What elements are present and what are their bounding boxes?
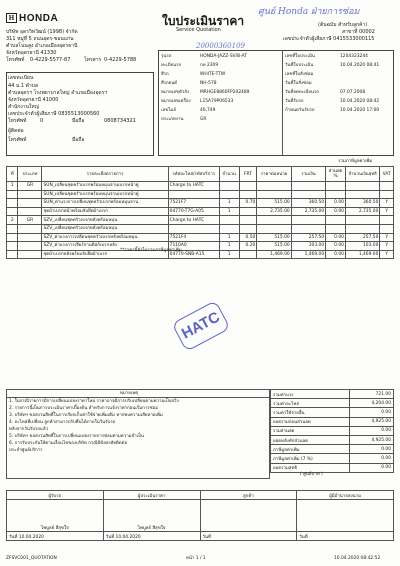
contact-mobile-label: มือถือ [72, 137, 85, 143]
remarks-title: หมายเหตุ [120, 391, 139, 396]
table-cell: Y [380, 233, 394, 242]
table-cell [7, 250, 18, 259]
document-subtitle: Service Quotation [176, 27, 221, 33]
table-cell [7, 207, 18, 216]
remark-line: หลังจากวันรับรถแล้ว [9, 427, 49, 432]
receiver-date-cell [7, 532, 104, 541]
table-cell: 515.00 [257, 233, 291, 242]
summary-table [270, 389, 394, 473]
table-cell: Y [380, 207, 394, 216]
table-cell [18, 242, 42, 251]
table-cell [257, 190, 291, 199]
authorized-title: ผู้มีอำนาจลงนาม [297, 491, 394, 500]
table-cell [239, 207, 257, 216]
col-no: ที่ [7, 167, 18, 182]
hatc-stamp: HATC [171, 300, 230, 352]
table-cell [291, 182, 325, 191]
quotation-date: 10.04.2020 08:41 [340, 63, 380, 68]
table-cell: ชุดผ้าเบรกหน้าพร้อมจับยึดผ้าเบรก [42, 207, 168, 216]
table-cell: 2,735.00 [257, 207, 291, 216]
table-cell: SUN_เปลี่ยนชุดครัวเบรกพร้อมหมุนจานเบรกหน้าคู่ [42, 182, 168, 191]
table-cell [18, 207, 42, 216]
table-cell: 7110A0 [168, 242, 219, 251]
summary-value: 0.00 [350, 408, 394, 417]
table-cell [257, 216, 291, 225]
col-part-code: รหัสอะไหล่/รหัสบริการ [168, 167, 219, 182]
receiver-name: ไพบูลย์ สีสุขใจ [7, 500, 104, 532]
honda-wing-icon: H [6, 13, 17, 23]
col-net: จำนวนเงินสุทธิ [345, 167, 379, 182]
table-cell: GR [18, 182, 42, 191]
table-cell: 04770-SNB-A15 [168, 250, 219, 259]
due-date: 10.04.2020 17:00 [340, 108, 380, 113]
table-cell: 257.50 [345, 233, 379, 242]
mileage-label: เลขไมล์ [161, 108, 176, 113]
table-row [7, 190, 394, 199]
company-phone-label: โทรศัพท์ [6, 57, 25, 63]
table-cell [291, 190, 325, 199]
col-description: รายละเอียดรายการ [42, 167, 168, 182]
col-qty: จำนวน [219, 167, 239, 182]
table-cell [239, 224, 257, 233]
table-cell [380, 224, 394, 233]
copy-note: (ต้นฉบับ สำหรับลูกค้า) [318, 22, 368, 28]
table-cell [7, 199, 18, 208]
vat-note: รวมภาษีมูลค่าเพิ่ม [338, 159, 373, 164]
table-cell [18, 199, 42, 208]
table-cell: SZV_ค่าแรงการเจียร์จานดิสก์เบรกหลัง [42, 242, 168, 251]
table-cell [219, 182, 239, 191]
customer-title: ลูกค้า [200, 491, 297, 500]
contact-phone-label: โทรศัพท์ [8, 137, 27, 143]
summary-value: 4,925.00 [350, 417, 394, 426]
table-cell [239, 216, 257, 225]
customer-address-3: จังหวัดอุดรธานี 41000 [8, 97, 59, 103]
paint-code-value: NH-578 [200, 81, 217, 86]
table-cell: 515.00 [257, 199, 291, 208]
customer-label: เลขทะเบียน [8, 75, 34, 81]
quotation-no: 1204323244 [340, 54, 368, 59]
repair-order-label: เลขที่ใบสั่งซ่อม [285, 72, 314, 77]
amount-in-words: ( ศูนย์บาท ) [300, 472, 323, 477]
table-cell [326, 224, 346, 233]
remark-line: 1. ในกรณีรายการมีการเปลี่ยนแปลงราคาใหม่ ราคาอาจมีการปรับเปลี่ยนตามความเป็นจริง [9, 399, 179, 404]
table-cell [291, 224, 325, 233]
table-cell [18, 224, 42, 233]
brand-name: HONDA [19, 12, 59, 24]
company-address-3: จังหวัดอุดรธานี 41330 [6, 50, 57, 56]
summary-label: ภาษีมูลค่าเพิ่ม [271, 445, 350, 454]
table-cell: 0.20 [239, 242, 257, 251]
summary-label: รวมค่าใช้จ่ายอื่น [271, 408, 350, 417]
table-cell [219, 224, 239, 233]
quotation-no-label: เลขที่ใบประเมิน [285, 54, 315, 59]
service-type-label: ประเภทงาน [161, 117, 184, 122]
form-code: ZFSVC001_QUOTATION [6, 556, 57, 561]
model-label: รุ่นรถ [161, 54, 172, 59]
date-label: วันที่ [202, 534, 211, 540]
summary-row [271, 408, 394, 417]
table-cell: 0.00 [326, 242, 346, 251]
handwritten-number: 20000360109 [196, 42, 245, 50]
company-phone: 0-4229-5577-87 [30, 57, 71, 63]
table-cell [239, 190, 257, 199]
table-cell: ชุดผ้าเบรกหลังพร้อมจับยึดผ้าเบรก [42, 250, 168, 259]
table-cell: SZV_ค่าแรงการเปลี่ยนชุดครัวเบรกหลังพร้อมหมุน [42, 233, 168, 242]
table-cell [380, 190, 394, 199]
date-label: วันที่ [299, 534, 308, 540]
signature-table [6, 490, 394, 541]
company-address-2: ตำบลโนนสูง อำเภอเมืองอุดรธานี [6, 43, 78, 49]
estimator-date-cell [103, 532, 200, 541]
table-row [7, 242, 394, 251]
table-cell: 360.50 [345, 199, 379, 208]
plate-label: ทะเบียนรถ [161, 63, 182, 68]
table-cell: SUN_ค่าแรงการเปลี่ยนชุดครัวเบรกพร้อมหมุนจาน [42, 199, 168, 208]
table-cell: Y [380, 199, 394, 208]
customer-address-4: สำนักงานใหญ่ [8, 104, 39, 110]
model-value: HONDA-JAZZ-SV/B-AT [200, 54, 247, 59]
table-cell: Y [380, 242, 394, 251]
table-row [7, 199, 394, 208]
honda-logo [6, 12, 68, 24]
summary-label: รวมค่าแรง [271, 390, 350, 399]
table-cell: SZV_เปลี่ยนชุดครัวเบรกหลังพร้อมหมุน [42, 224, 168, 233]
company-fax-label: โทรสาร [84, 57, 102, 63]
summary-row [271, 454, 394, 463]
customer-mobile: 0808734321 [104, 118, 136, 124]
col-type: ประเภท [18, 167, 42, 182]
company-address-1: 311 หมู่ที่ 5 ถนนอุดร-ขอนแก่น [6, 36, 74, 42]
col-discount: ส่วนลด % [326, 167, 346, 182]
table-cell: 2,735.00 [291, 207, 325, 216]
intake-date: 10.04.2020 08:42 [340, 99, 380, 104]
receiver-title: ผู้รับรถ [7, 491, 104, 500]
table-cell [219, 190, 239, 199]
summary-row [271, 417, 394, 426]
table-cell [7, 233, 18, 242]
table-cell: Charge to HATC [168, 182, 219, 191]
table-cell: 0.00 [326, 250, 346, 259]
engine-label: หมายเลขเครื่อง [161, 99, 191, 104]
table-cell [7, 242, 18, 251]
table-cell: 1 [219, 250, 239, 259]
service-type-value: GR [200, 117, 207, 122]
customer-signature-cell [200, 500, 297, 532]
summary-value: 0.00 [350, 463, 394, 472]
quotation-date-label: วันที่ใบประเมิน [285, 63, 314, 68]
company-name: บริษัท อุดรวิทวัฒน์ (1998) จำกัด [6, 29, 78, 35]
repair-order-date-label: วันที่ใบสั่งซ่อม [285, 81, 312, 86]
table-row [7, 216, 394, 225]
table-row [7, 207, 394, 216]
table-cell: 7521F7 [168, 199, 219, 208]
table-cell: 0.00 [326, 233, 346, 242]
summary-value: 4,925.00 [350, 435, 394, 444]
summary-value: 721.00 [350, 390, 394, 399]
items-table [6, 166, 394, 259]
table-cell [18, 233, 42, 242]
table-cell: 1 [219, 199, 239, 208]
table-cell [326, 216, 346, 225]
table-cell [326, 190, 346, 199]
registration-date-label: วันที่จดทะเบียนรถ [285, 90, 319, 95]
summary-label: รวมส่วนลด [271, 426, 350, 435]
table-cell [168, 224, 219, 233]
vin-label: หมายเลขตัวถัง [161, 90, 190, 95]
table-cell [7, 190, 18, 199]
table-cell [380, 216, 394, 225]
table-cell [326, 182, 346, 191]
branch-code: สาขาที่ 00002 [342, 29, 375, 35]
table-cell: SUN_เปลี่ยนชุดครัวเบรกพร้อมหมุนจานเบรกหน้าคู่ [42, 190, 168, 199]
summary-value: 0.00 [350, 454, 394, 463]
table-cell: 1 [219, 207, 239, 216]
table-cell: 257.50 [291, 233, 325, 242]
table-cell: 515.00 [257, 242, 291, 251]
authorized-signature-cell [297, 500, 394, 532]
table-header-row [7, 167, 394, 182]
table-cell: 0.50 [239, 233, 257, 242]
table-cell: 0.70 [239, 199, 257, 208]
summary-label: ยอดรวมสุทธิ [271, 463, 350, 472]
contact-label: ผู้ติดต่อ [8, 128, 24, 134]
receiver-date: 10.04.2020 [18, 534, 44, 540]
summary-row [271, 445, 394, 454]
table-cell [239, 182, 257, 191]
registration-date: 07.07.2008 [340, 90, 366, 95]
table-cell [345, 182, 379, 191]
remark-line: 6. การรับประกันให้ตามเงื่อนไขของบริษัท กรณีมีข้อสงสัยติดต่อ [9, 441, 128, 446]
page-number: หน้า 1 / 1 [186, 556, 206, 561]
customer-tax-line: เลขประจำตัวผู้เสียภาษี 0835513000560 [8, 111, 100, 117]
table-cell [257, 182, 291, 191]
remark-line: ประจำศูนย์บริการ [9, 448, 43, 453]
document-title: ใบประเมินราคา [162, 14, 245, 28]
color-label: สีรถ [161, 72, 169, 77]
customer-address-2: ตำบลอุดรฯ โรงพยาบาลใหญ่ อำเภอเมืองอุดรฯ [8, 90, 108, 96]
summary-row [271, 426, 394, 435]
table-cell: 2 [7, 216, 18, 225]
paint-code-label: สีรถยนต์ [161, 81, 178, 86]
table-cell [18, 250, 42, 259]
customer-address-1: 44 ม.1 ตำบล [8, 83, 38, 89]
table-cell [380, 182, 394, 191]
remark-line: 2. รายการนี้เป็นการประเมินราคาเบื้องต้น สำหรับการแจ้งราคาก่อนเริ่มการซ่อม [9, 406, 159, 411]
summary-label: ยอดรวมก่อนส่วนลด [271, 417, 350, 426]
handwritten-note: ศูนย์ Honda ฝ่ายการซ่อม [258, 7, 360, 17]
summary-label: ภาษีมูลค่าเพิ่ม (7 %) [271, 454, 350, 463]
table-cell: 0.00 [326, 199, 346, 208]
due-date-label: กำหนดวันรับรถ [285, 108, 315, 113]
table-cell: Y [380, 250, 394, 259]
col-amount: รวมเงิน [291, 167, 325, 182]
summary-value: 0.00 [350, 445, 394, 454]
intake-date-label: วันที่รับรถ [285, 99, 304, 104]
table-cell: 103.00 [291, 242, 325, 251]
table-row [7, 182, 394, 191]
date-label: วันที่ [9, 534, 18, 540]
table-row [7, 224, 394, 233]
tax-id: เลขประจำตัวผู้เสียภาษี 0415533000115 [283, 36, 375, 42]
estimator-date: 10.04.2020 [115, 534, 141, 540]
customer-phone-label: โทรศัพท์ [8, 118, 27, 124]
remarks-divider [6, 397, 270, 398]
authorized-date-cell [297, 532, 394, 541]
table-cell [257, 224, 291, 233]
customer-mobile-label: มือถือ [72, 118, 85, 124]
table-cell [291, 216, 325, 225]
estimator-title: ผู้ประเมินราคา [103, 491, 200, 500]
summary-row [271, 399, 394, 408]
table-row [7, 233, 394, 242]
table-cell: Charge to HATC [168, 216, 219, 225]
vin-value: MRHGE8860FP202489 [200, 90, 250, 95]
color-value: WHITE-TTW [200, 72, 226, 77]
mileage-value: 40,749 [200, 108, 216, 113]
table-cell: 0.00 [326, 207, 346, 216]
price-note: **ราคานี้ยังไม่รวมภาษีมูลค่าเพิ่ม [120, 248, 182, 253]
col-unit-price: ราคาต่อหน่วย [257, 167, 291, 182]
table-cell: 1,469.00 [257, 250, 291, 259]
print-timestamp: 10.04.2020 08:42:52 [334, 556, 381, 561]
table-cell [345, 224, 379, 233]
remark-line: 5. บริษัทฯ ขอสงวนสิทธิ์ในการเปลี่ยนแปลงรายการซ่อมตามความจำเป็น [9, 434, 144, 439]
table-cell: 1 [219, 233, 239, 242]
table-row [7, 250, 394, 259]
vehicle-box-divider [282, 50, 283, 156]
summary-label: ยอดหลังหักส่วนลด [271, 435, 350, 444]
col-vat: VAT [380, 167, 394, 182]
table-cell [239, 250, 257, 259]
customer-phone: 0 [40, 118, 44, 124]
table-cell [7, 224, 18, 233]
table-cell: 360.50 [291, 199, 325, 208]
table-cell [18, 190, 42, 199]
table-cell: 1 [7, 182, 18, 191]
table-cell: 103.00 [345, 242, 379, 251]
summary-value: 4,204.00 [350, 399, 394, 408]
table-cell [345, 216, 379, 225]
table-cell: GR [18, 216, 42, 225]
date-label: วันที่ [105, 534, 115, 540]
table-cell: 04770-T7G-A05 [168, 207, 219, 216]
summary-row [271, 390, 394, 399]
table-cell: 1,469.00 [291, 250, 325, 259]
table-cell [219, 216, 239, 225]
col-frt: FRT [239, 167, 257, 182]
table-cell [168, 190, 219, 199]
table-cell: 1 [219, 242, 239, 251]
table-cell: 2,735.00 [345, 207, 379, 216]
estimator-name: ไพบูลย์ สีสุขใจ [103, 500, 200, 532]
summary-row [271, 435, 394, 444]
table-cell: 7521F4 [168, 233, 219, 242]
remark-line: 3. บริษัทฯ ขอสงวนสิทธิ์ในการเรียกเก็บค่าใช้จ่ายเพิ่มเติม หากพบความเสียหายเพิ่ม [9, 413, 163, 418]
summary-row [271, 463, 394, 472]
plate-value: กท 2309 [200, 63, 219, 68]
table-cell: 1,469.00 [345, 250, 379, 259]
company-fax: 0-4229-5788 [104, 57, 137, 63]
customer-date-cell [200, 532, 297, 541]
table-cell: SZV_เปลี่ยนชุดครัวเบรกหลังพร้อมหมุน [42, 216, 168, 225]
summary-value: 0.00 [350, 426, 394, 435]
table-cell [345, 190, 379, 199]
summary-label: รวมค่าอะไหล่ [271, 399, 350, 408]
remark-line: 4. อะไหล่ที่เปลี่ยน ลูกค้าสามารถรับคืนได้ภายในวันรับรถ [9, 420, 116, 425]
engine-value: L15A79P06533 [200, 99, 234, 104]
